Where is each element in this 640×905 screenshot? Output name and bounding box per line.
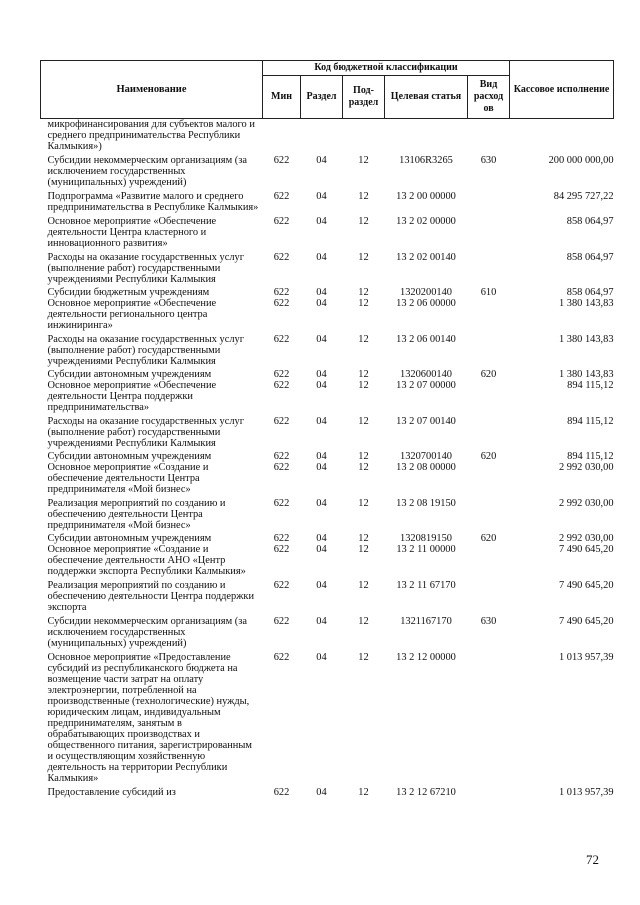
row-amount: 84 295 727,22 bbox=[553, 191, 614, 202]
row-name: Субсидии бюджетным учреждениям bbox=[47, 287, 210, 298]
row-vid bbox=[468, 649, 510, 784]
row-amount: 1 013 957,39 bbox=[558, 652, 614, 663]
row-section: 04 bbox=[316, 298, 327, 309]
row-article: 1321167170 bbox=[400, 616, 452, 627]
table-row bbox=[41, 531, 614, 544]
row-subsection: 12 bbox=[358, 416, 369, 427]
row-vid bbox=[468, 298, 510, 331]
table-row bbox=[41, 380, 614, 413]
header-section: Раздел bbox=[301, 76, 343, 119]
row-subsection: 12 bbox=[358, 462, 369, 473]
row-subsection: 12 bbox=[358, 533, 369, 544]
row-section: 04 bbox=[316, 334, 327, 345]
row-section bbox=[301, 119, 343, 153]
row-section: 04 bbox=[316, 462, 327, 473]
row-amount: 894 115,12 bbox=[567, 451, 614, 462]
row-name: Основное мероприятие «Обеспечение деятельности регионального центра инжиниринга» bbox=[47, 298, 217, 331]
table-row bbox=[41, 188, 614, 213]
row-subsection: 12 bbox=[358, 155, 369, 166]
table-row bbox=[41, 413, 614, 449]
header-article: Целевая статья bbox=[385, 76, 468, 119]
row-subsection: 12 bbox=[358, 787, 369, 798]
row-section: 04 bbox=[316, 369, 327, 380]
row-article bbox=[385, 119, 468, 153]
header-name: Наименование bbox=[41, 61, 263, 119]
row-amount: 894 115,12 bbox=[567, 380, 614, 391]
row-name: Основное мероприятие «Создание и обеспечение деятельности АНО «Центр поддержки экспорта Республики Калмыкия» bbox=[47, 544, 246, 577]
table-row bbox=[41, 577, 614, 613]
row-section: 04 bbox=[316, 616, 327, 627]
row-name: Подпрограмма «Развитие малого и среднего предпринимательства в Республике Калмыкия» bbox=[47, 191, 259, 213]
row-vid bbox=[468, 331, 510, 367]
row-amount: 1 380 143,83 bbox=[558, 298, 614, 309]
row-subsection: 12 bbox=[358, 498, 369, 509]
row-name: Основное мероприятие «Обеспечение деятельности Центра кластерного и инновационного развития» bbox=[47, 216, 217, 249]
row-vid: 610 bbox=[480, 287, 497, 298]
row-article: 13 2 12 67210 bbox=[396, 787, 456, 798]
row-section: 04 bbox=[316, 216, 327, 227]
row-vid bbox=[468, 380, 510, 413]
row-name: Субсидии автономным учреждениям bbox=[47, 451, 212, 462]
header-vid: Вид расход ов bbox=[468, 76, 510, 119]
row-amount: 858 064,97 bbox=[566, 252, 614, 263]
header-kbk: Код бюджетной классификации bbox=[263, 61, 510, 76]
row-min: 622 bbox=[273, 191, 290, 202]
row-vid: 620 bbox=[480, 451, 497, 462]
row-amount: 7 490 645,20 bbox=[558, 580, 614, 591]
row-vid bbox=[468, 577, 510, 613]
row-section: 04 bbox=[316, 155, 327, 166]
row-section: 04 bbox=[316, 652, 327, 663]
row-section: 04 bbox=[316, 544, 327, 555]
row-min: 622 bbox=[273, 498, 290, 509]
row-article: 13 2 08 19150 bbox=[396, 498, 456, 509]
row-amount: 894 115,12 bbox=[567, 416, 614, 427]
row-min: 622 bbox=[273, 334, 290, 345]
table-header bbox=[41, 61, 614, 119]
budget-table-sheet bbox=[40, 60, 613, 798]
row-amount: 7 490 645,20 bbox=[558, 616, 614, 627]
row-article: 13 2 02 00140 bbox=[396, 252, 456, 263]
row-vid bbox=[468, 249, 510, 285]
row-article: 13 2 11 67170 bbox=[396, 580, 456, 591]
row-article: 13 2 06 00000 bbox=[396, 298, 456, 309]
table-row bbox=[41, 119, 614, 153]
row-section: 04 bbox=[316, 416, 327, 427]
row-article: 13 2 12 00000 bbox=[396, 652, 456, 663]
row-article: 13 2 08 00000 bbox=[396, 462, 456, 473]
row-vid bbox=[468, 119, 510, 153]
row-section: 04 bbox=[316, 580, 327, 591]
row-section: 04 bbox=[316, 380, 327, 391]
row-subsection: 12 bbox=[358, 616, 369, 627]
table-row bbox=[41, 152, 614, 188]
row-section: 04 bbox=[316, 498, 327, 509]
table-row bbox=[41, 495, 614, 531]
row-article: 13 2 06 00140 bbox=[396, 334, 456, 345]
row-section: 04 bbox=[316, 451, 327, 462]
header-subsection: Под-раздел bbox=[343, 76, 385, 119]
table-row bbox=[41, 367, 614, 380]
row-vid: 620 bbox=[480, 369, 497, 380]
table-row bbox=[41, 449, 614, 462]
row-amount: 2 992 030,00 bbox=[558, 533, 614, 544]
row-section: 04 bbox=[316, 252, 327, 263]
row-article: 1320819150 bbox=[400, 533, 452, 544]
table-row bbox=[41, 213, 614, 249]
row-min: 622 bbox=[273, 533, 290, 544]
row-subsection bbox=[343, 119, 385, 153]
row-subsection: 12 bbox=[358, 298, 369, 309]
row-min: 622 bbox=[273, 652, 290, 663]
row-name: Предоставление субсидий из bbox=[47, 787, 176, 798]
row-min: 622 bbox=[273, 616, 290, 627]
row-min: 622 bbox=[273, 252, 290, 263]
row-name: микрофинансирования для субъектов малого и среднего предпринимательства Республики Калмыкия») bbox=[47, 119, 255, 152]
table-row bbox=[41, 249, 614, 285]
table-row bbox=[41, 649, 614, 784]
row-amount: 1 013 957,39 bbox=[558, 787, 614, 798]
row-amount: 1 380 143,83 bbox=[558, 334, 614, 345]
row-vid bbox=[468, 188, 510, 213]
row-subsection: 12 bbox=[358, 652, 369, 663]
row-vid: 630 bbox=[480, 616, 497, 627]
budget-table bbox=[40, 60, 614, 798]
row-amount: 1 380 143,83 bbox=[558, 369, 614, 380]
table-row bbox=[41, 331, 614, 367]
row-name: Основное мероприятие «Предоставление субсидий из республиканского бюджета на возмещение части затрат на оплату электроэнергии, потребленной на производственные (технологические) нужды, юридическим лицам, индивидуальным предпринимателям, занятым в обрабатывающих производствах и общественного питания, зарегистрированным и осуществляющим хозяйственную деятельность на территории Республики Калмыкия» bbox=[47, 652, 252, 784]
row-article: 13 2 02 00000 bbox=[396, 216, 456, 227]
row-article: 13 2 11 00000 bbox=[396, 544, 456, 555]
table-row bbox=[41, 462, 614, 495]
row-section: 04 bbox=[316, 191, 327, 202]
table-row bbox=[41, 544, 614, 577]
row-subsection: 12 bbox=[358, 334, 369, 345]
row-name: Расходы на оказание государственных услуг (выполнение работ) государственными учреждениями Республики Калмыкия bbox=[47, 416, 244, 449]
table-row bbox=[41, 613, 614, 649]
row-subsection: 12 bbox=[358, 544, 369, 555]
row-min: 622 bbox=[273, 369, 290, 380]
table-row bbox=[41, 298, 614, 331]
table-body bbox=[41, 119, 614, 799]
table-row bbox=[41, 784, 614, 798]
row-min: 622 bbox=[273, 155, 290, 166]
row-vid bbox=[468, 213, 510, 249]
row-article: 1320600140 bbox=[400, 369, 452, 380]
row-section: 04 bbox=[316, 533, 327, 544]
row-article: 13 2 07 00000 bbox=[396, 380, 456, 391]
row-name: Основное мероприятие «Создание и обеспечение деятельности Центра предпринимателя «Мой бизнес» bbox=[47, 462, 209, 495]
header-min: Мин bbox=[263, 76, 301, 119]
row-name: Основное мероприятие «Обеспечение деятельности Центра поддержки предпринимательства» bbox=[47, 380, 217, 413]
row-min: 622 bbox=[273, 380, 290, 391]
row-min bbox=[263, 119, 301, 153]
row-vid bbox=[468, 495, 510, 531]
row-amount bbox=[510, 119, 614, 153]
row-article: 1320700140 bbox=[400, 451, 452, 462]
row-article: 13 2 07 00140 bbox=[396, 416, 456, 427]
row-name: Реализация мероприятий по созданию и обеспечению деятельности Центра поддержки экспорта bbox=[47, 580, 255, 613]
row-amount: 858 064,97 bbox=[566, 216, 614, 227]
row-subsection: 12 bbox=[358, 380, 369, 391]
header-amount: Кассовое исполнение bbox=[510, 61, 614, 119]
row-name: Субсидии автономным учреждениям bbox=[47, 533, 212, 544]
row-min: 622 bbox=[273, 544, 290, 555]
row-subsection: 12 bbox=[358, 580, 369, 591]
row-min: 622 bbox=[273, 216, 290, 227]
row-name: Расходы на оказание государственных услуг (выполнение работ) государственными учреждениями Республики Калмыкия bbox=[47, 334, 244, 367]
row-name: Субсидии некоммерческим организациям (за исключением государственных (муниципальных) учреждений) bbox=[47, 155, 247, 188]
row-name: Субсидии некоммерческим организациям (за исключением государственных (муниципальных) учреждений) bbox=[47, 616, 247, 649]
row-subsection: 12 bbox=[358, 287, 369, 298]
row-article: 13 2 00 00000 bbox=[396, 191, 456, 202]
row-subsection: 12 bbox=[358, 252, 369, 263]
row-min: 622 bbox=[273, 416, 290, 427]
row-section: 04 bbox=[316, 287, 327, 298]
row-vid: 620 bbox=[480, 533, 497, 544]
row-subsection: 12 bbox=[358, 369, 369, 380]
row-name: Расходы на оказание государственных услуг (выполнение работ) государственными учреждениями Республики Калмыкия bbox=[47, 252, 244, 285]
row-amount: 7 490 645,20 bbox=[558, 544, 614, 555]
row-name: Реализация мероприятий по созданию и обеспечению деятельности Центра предпринимателя «Мой бизнес» bbox=[47, 498, 226, 531]
row-subsection: 12 bbox=[358, 191, 369, 202]
row-vid: 630 bbox=[480, 155, 497, 166]
row-min: 622 bbox=[273, 462, 290, 473]
row-vid bbox=[468, 784, 510, 798]
row-article: 13106R3265 bbox=[399, 155, 453, 166]
row-vid bbox=[468, 544, 510, 577]
row-article: 1320200140 bbox=[400, 287, 452, 298]
row-min: 622 bbox=[273, 451, 290, 462]
row-vid bbox=[468, 413, 510, 449]
row-min: 622 bbox=[273, 287, 290, 298]
row-vid bbox=[468, 462, 510, 495]
row-min: 622 bbox=[273, 298, 290, 309]
row-subsection: 12 bbox=[358, 451, 369, 462]
row-subsection: 12 bbox=[358, 216, 369, 227]
row-name: Субсидии автономным учреждениям bbox=[47, 369, 212, 380]
row-amount: 2 992 030,00 bbox=[558, 462, 614, 473]
row-min: 622 bbox=[273, 580, 290, 591]
row-amount: 2 992 030,00 bbox=[558, 498, 614, 509]
row-section: 04 bbox=[316, 787, 327, 798]
row-amount: 200 000 000,00 bbox=[548, 155, 614, 166]
table-row bbox=[41, 285, 614, 298]
row-amount: 858 064,97 bbox=[566, 287, 614, 298]
page-number: 72 bbox=[586, 852, 599, 867]
row-min: 622 bbox=[273, 787, 290, 798]
